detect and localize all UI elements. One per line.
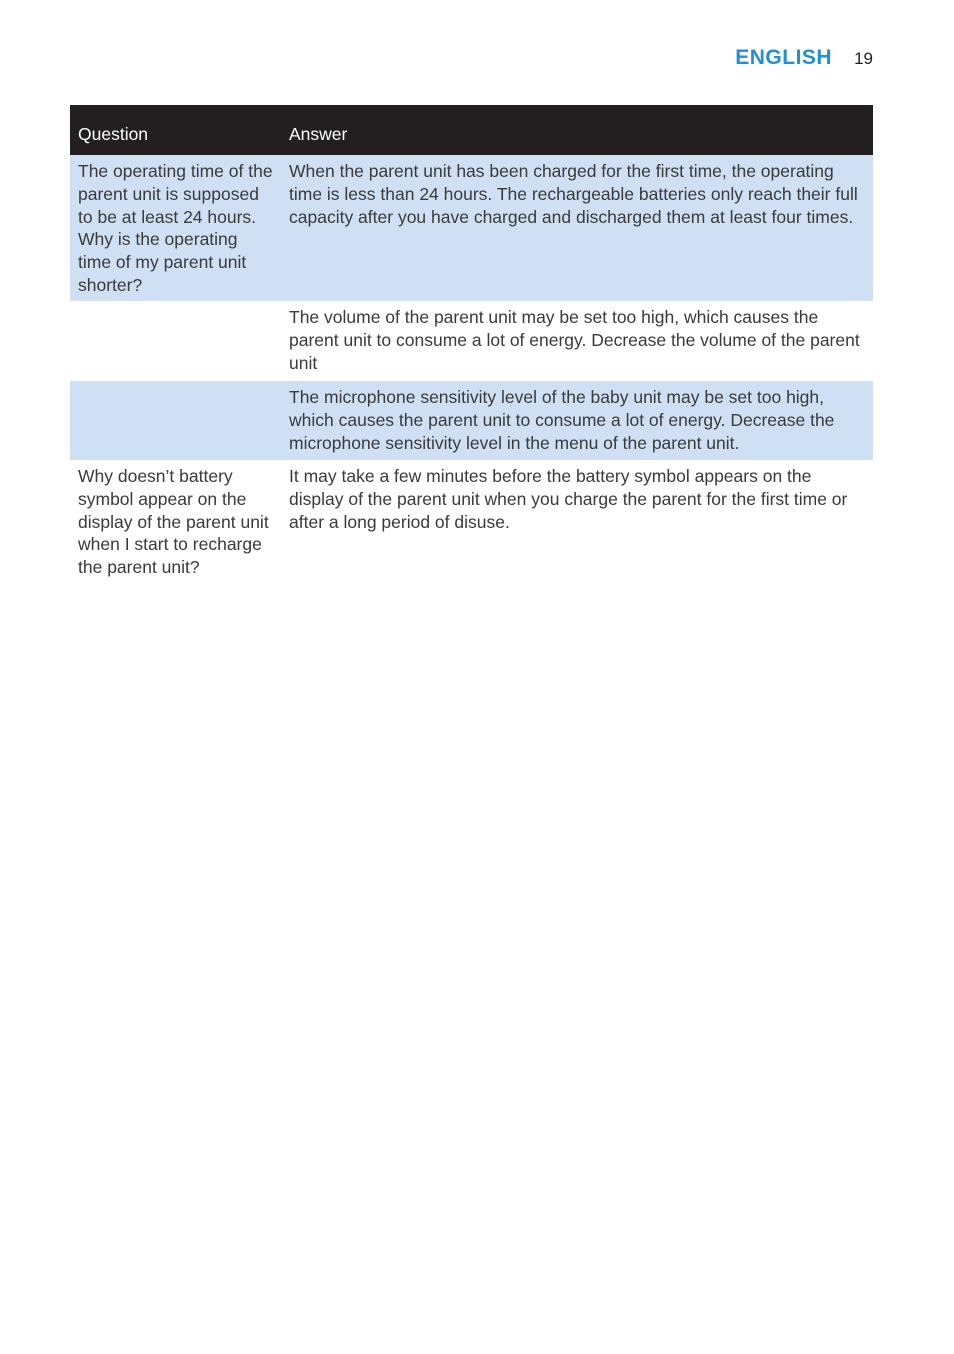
troubleshooting-table [70,105,873,583]
question-cell: Why doesn’t battery symbol appear on the display of the parent unit when I start to recharge the parent unit? [78,466,269,578]
answer-cell: The microphone sensitivity level of the baby unit may be set too high, which causes the parent unit to consume a lot of energy. Decrease the microphone sensitivity level in the menu of the parent unit. [281,381,873,460]
column-header-question: Question [70,105,281,155]
answer-cell: It may take a few minutes before the battery symbol appears on the display of the parent unit when you charge the parent for the first time or after a long period of disuse. [289,466,848,532]
question-cell [70,301,281,381]
language-label: ENGLISH [735,46,833,69]
answer-cell: The volume of the parent unit may be set too high, which causes the parent unit to consume a lot of energy. Decrease the volume of the parent unit [289,307,860,373]
table-row [70,301,873,381]
page-header [735,46,873,70]
question-cell [70,381,281,460]
answer-cell: When the parent unit has been charged for the first time, the operating time is less than 24 hours. The rechargeable batteries only reach their full capacity after you have charged and discharged them at least four times. [281,155,873,301]
column-header-answer: Answer [281,105,873,155]
question-cell: The operating time of the parent unit is supposed to be at least 24 hours. Why is the operating time of my parent unit shorter? [70,155,281,301]
table-row [70,460,873,583]
table-row [70,155,873,301]
page-number: 19 [854,49,873,68]
table-row [70,381,873,460]
table-header-row [70,105,873,155]
